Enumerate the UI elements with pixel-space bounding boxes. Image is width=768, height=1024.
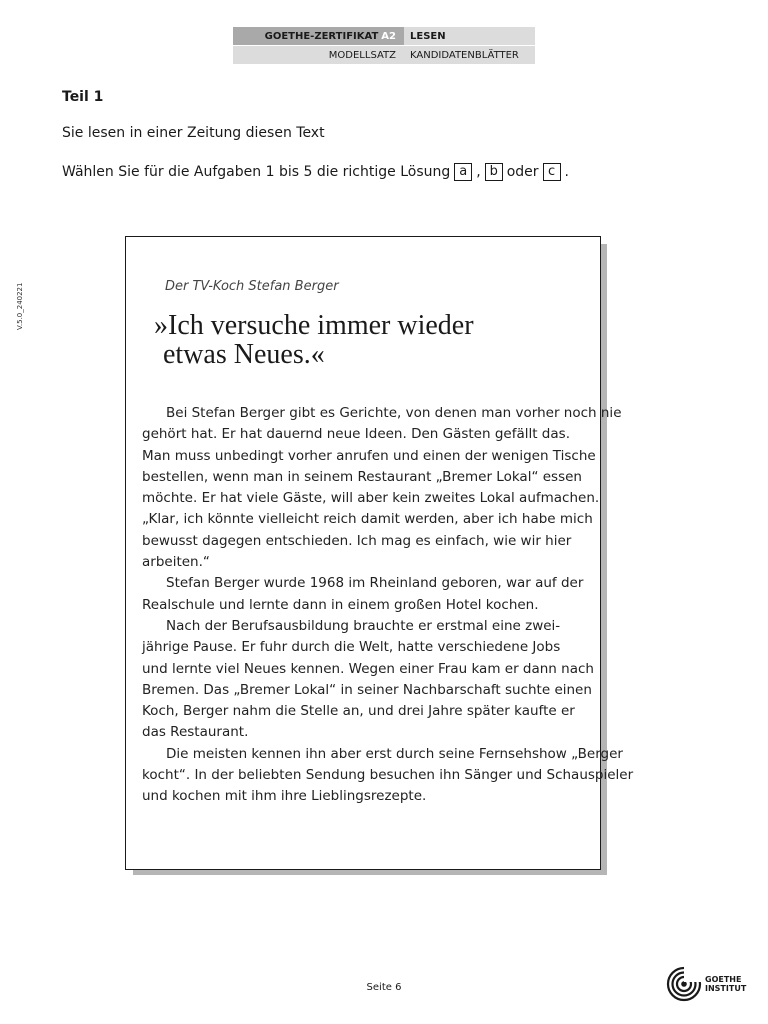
- version-label: V.5.0_240221: [16, 282, 24, 330]
- goethe-logo-icon: [666, 966, 702, 1002]
- article-line: Bei Stefan Berger gibt es Gerichte, von denen man vorher noch nie: [166, 405, 622, 421]
- article-line: das Restaurant.: [142, 724, 249, 741]
- article-line: und kochen mit ihm ihre Lieblingsrezepte.: [142, 788, 427, 805]
- article-line: Bremen. Das „Bremer Lokal“ in seiner Nachbarschaft suchte einen: [142, 681, 592, 698]
- article-kicker: Der TV-Koch Stefan Berger: [165, 279, 339, 294]
- article-line: Realschule und lernte dann in einem großen Hotel kochen.: [142, 596, 539, 613]
- module-label: LESEN: [410, 30, 446, 42]
- task-prefix: Wählen Sie für die Aufgaben 1 bis 5 die richtige Lösung: [62, 164, 451, 180]
- article-line: Stefan Berger wurde 1968 im Rheinland geboren, war auf der: [166, 575, 584, 592]
- set-cell: [233, 46, 404, 64]
- article-line: Nach der Berufsausbildung brauchte er erstmal eine zwei-: [166, 617, 561, 634]
- article-line: möchte. Er hat viele Gäste, will aber kein zweites Lokal aufmachen.: [142, 490, 600, 507]
- article-headline: [154, 311, 574, 369]
- section-title: Teil 1: [62, 89, 104, 105]
- module-cell: [404, 27, 535, 45]
- page-number: Seite 6: [366, 982, 402, 993]
- article-box: [125, 236, 634, 870]
- headline-line-2: etwas Neues.«: [163, 339, 325, 370]
- intro-text: Sie lesen in einer Zeitung diesen Text: [62, 125, 325, 141]
- headline-line-1: »Ich versuche immer wieder: [154, 310, 474, 341]
- task-separator: ,: [476, 164, 481, 180]
- article-line: jährige Pause. Er fuhr durch die Welt, hatte verschiedene Jobs: [142, 639, 561, 656]
- task-instruction: [62, 163, 569, 181]
- article-line: „Klar, ich könnte vielleicht reich damit werden, aber ich habe mich: [142, 511, 593, 528]
- option-a-box: a: [454, 163, 472, 181]
- article-line: gehört hat. Er hat dauernd neue Ideen. Den Gästen gefällt das.: [142, 426, 570, 443]
- logo-line-1: GOETHE: [705, 975, 742, 984]
- logo-text: [705, 975, 746, 993]
- article-line: bewusst dagegen entschieden. Ich mag es einfach, wie wir hier: [142, 532, 572, 549]
- exam-header: [233, 27, 535, 64]
- logo-line-2: INSTITUT: [705, 984, 747, 993]
- task-end: .: [564, 164, 569, 180]
- article-line: Koch, Berger nahm die Stelle an, und drei Jahre später kaufte er: [142, 703, 575, 720]
- goethe-institut-logo: [666, 966, 746, 1002]
- option-c-box: c: [543, 163, 561, 181]
- exam-level: A2: [381, 30, 396, 42]
- article-line: bestellen, wenn man in seinem Restaurant „Bremer Lokal“ essen: [142, 468, 582, 485]
- article-line: kocht“. In der beliebten Sendung besuchen ihn Sänger und Schauspieler: [142, 767, 634, 784]
- sheet-cell: [404, 46, 535, 64]
- sheet-label: KANDIDATENBLÄTTER: [410, 49, 519, 61]
- set-label: MODELLSATZ: [328, 49, 396, 61]
- option-b-box: b: [485, 163, 503, 181]
- task-or: oder: [506, 164, 539, 180]
- article-line: arbeiten.“: [142, 554, 210, 571]
- article-line: und lernte viel Neues kennen. Wegen einer Frau kam er dann nach: [142, 660, 594, 677]
- article-body: [142, 403, 634, 808]
- exam-header-row-2: [233, 46, 535, 64]
- exam-title: GOETHE-ZERTIFIKAT: [264, 30, 379, 42]
- article-line: Man muss unbedingt vorher anrufen und einen der wenigen Tische: [142, 447, 596, 464]
- exam-title-cell: [233, 27, 404, 45]
- article-line: Die meisten kennen ihn aber erst durch seine Fernsehshow „Berger: [166, 745, 623, 762]
- exam-header-row-1: [233, 27, 535, 45]
